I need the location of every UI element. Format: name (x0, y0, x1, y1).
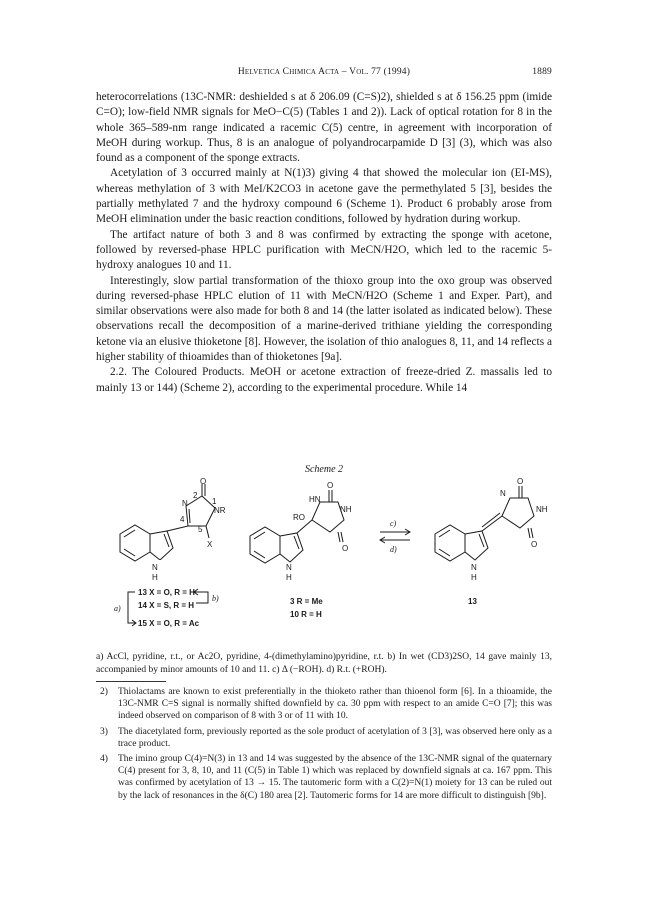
indole-pyrrole-ring-3 (465, 531, 488, 560)
footnote-text: The imino group C(4)=N(3) in 13 and 14 was suggested by the absence of the 13C-NMR signal of the quaternary C(4) present for 3, 8, 10, and 11 (C(5) in Table 1) which was replaced by downfield signals at ca. 167 ppm. This was confirmed by acetylation of 13 → 15. The tautomeric form with a C(2)=N(1) moiety for 13 can be ruled out by the lack of resonances in the δ(C) 180 area [2]. Tautomeric forms for 14 are more difficult to distinguish [9b]. (118, 754, 552, 801)
atom-x: X (207, 540, 213, 549)
locant-4: 4 (180, 515, 185, 524)
step-a-label: a) (114, 604, 121, 613)
footnote-text: The diacetylated form, previously reported as the sole product of acetylation of 3 [3], was observed here only as a trace product. (118, 726, 552, 749)
compound-14-label: 14 X = S, R = H (138, 601, 195, 610)
arrow-a (128, 592, 136, 623)
paragraph: heterocorrelations (13C-NMR: deshielded s at δ 206.09 (C=S)2), shielded s at δ 156.25 ppm (imide C=O); low-field NMR signals for MeO−C(5) (Tables 1 and 2)). Lack of optical rotation for 8 in the whole 365–589-nm range indicated a racemic C(5) centre, in agreement with incorporation of MeOH during workup. Thus, 8 is an analogue of polyandrocarpamide D [3] (3), which was also found as a component of the sponge extracts. (96, 91, 552, 165)
footnote-mark: 3) (100, 726, 108, 737)
paragraph: 2.2. The Coloured Products. MeOH or acetone extraction of freeze-dried Z. massalis led to mainly 13 or 144) (Scheme 2), according to the experimental procedure. While 14 (96, 366, 552, 394)
step-d-label: d) (390, 545, 397, 554)
compound-15-label: 15 X = O, R = Ac (138, 619, 200, 628)
main-text (96, 90, 552, 396)
compound-3-label: 3 R = Me (290, 597, 323, 606)
footnote (96, 753, 552, 802)
footnote-mark: 4) (100, 754, 108, 765)
scheme-title: Scheme 2 (304, 464, 344, 475)
paragraph: Acetylation of 3 occurred mainly at N(1)3) giving 4 that showed the molecular ion (EI-MS), whereas methylation of 3 with MeI/K2CO3 in acetone gave the permethylated 5 [3], besides the partially methylated 7 and the hydroxy compound 6 (Scheme 1). Product 6 probably arose from MeOH elimination under the basic reaction conditions, followed by hydration during workup. (96, 167, 552, 226)
journal-title: Helvetica Chimica Acta – Vol. 77 (1994) (237, 67, 411, 77)
footnote (96, 726, 552, 750)
compound-10-label: 10 R = H (290, 610, 322, 619)
imidazolone-ring-3 (502, 498, 534, 528)
scheme-legend: a) AcCl, pyridine, r.t., or Ac2O, pyridine, 4-(dimethylamino)pyridine, r.t. b) In wet (CD3)2SO, 14 gave mainly 13, accompanied by minor amounts of 10 and 11. c) Δ (−ROH). d) R.t. (+ROH). (96, 652, 552, 675)
step-b-label: b) (212, 594, 219, 603)
footnote-text: Thiolactams are known to exist preferentially in the thioketo rather than thioenol form [6]. In a thioamide, the 13C-NMR C=S signal is normally shifted downfield by ca. 30 ppm with respect to an amide C=O [7]; this was indeed observed on comparison of 8 with 3 or of 11 with 10. (118, 687, 552, 722)
atom-ro: RO (293, 513, 305, 522)
atom-n-indole-1: N (152, 563, 158, 572)
compound-13-label: 13 X = O, R = H (138, 588, 195, 597)
atom-o-3: O (517, 477, 524, 486)
locant-1: 1 (212, 497, 217, 506)
atom-n-indole-3: N (471, 563, 477, 572)
scheme-drawing (90, 476, 560, 646)
paragraph: The artifact nature of both 3 and 8 was confirmed by extracting the sponge with acetone, followed by reversed-phase HPLC purification with MeCN/H2O, which led to the racemic 5-hydroxy analogues 10 and 11. (96, 228, 552, 272)
footnote-rule (96, 681, 166, 682)
paragraph: Interestingly, slow partial transformation of the thioxo group into the oxo group was observed during reversed-phase HPLC elution of 11 with MeCN/H2O (Scheme 1 and Exper. Part), and similar observations were also made for both 8 and 14 (the latter isolated as indicated below). These observations recall the decomposition of a marine-derived trithiane yielding the corresponding ketone via an elusive thioketone [8]. However, the isolation of thio analogues 8, 11, and 14 reflects a higher stability of thioamides than of thioketones [9a]. (96, 274, 552, 364)
atom-o-2: O (327, 481, 334, 490)
step-c-label: c) (390, 519, 397, 528)
atom-n-1: N (182, 499, 188, 508)
footnotes (96, 686, 552, 805)
atom-nr: NR (214, 506, 226, 515)
compound-13b-label: 13 (468, 597, 477, 606)
atom-nh-2: NH (340, 505, 352, 514)
atom-n-3: N (500, 489, 506, 498)
footnote-mark: 2) (100, 687, 108, 697)
atom-nh-3: NH (536, 505, 548, 514)
atom-h-indole-2: H (286, 573, 292, 582)
page-number: 1889 (532, 67, 552, 77)
indole-pyrrole-ring-2 (280, 533, 303, 562)
reaction-scheme (90, 476, 560, 646)
footnote (96, 686, 552, 723)
locant-5: 5 (198, 525, 203, 534)
indole-pyrrole-ring-1 (150, 531, 173, 560)
locant-2: 2 (193, 491, 198, 500)
atom-o-2b: O (342, 544, 349, 553)
atom-hn-2: HN (309, 495, 321, 504)
atom-o-1: O (200, 477, 207, 486)
atom-h-indole-1: H (152, 573, 158, 582)
atom-n-indole-2: N (286, 563, 292, 572)
atom-o-3b: O (531, 540, 538, 549)
atom-h-indole-3: H (471, 573, 477, 582)
